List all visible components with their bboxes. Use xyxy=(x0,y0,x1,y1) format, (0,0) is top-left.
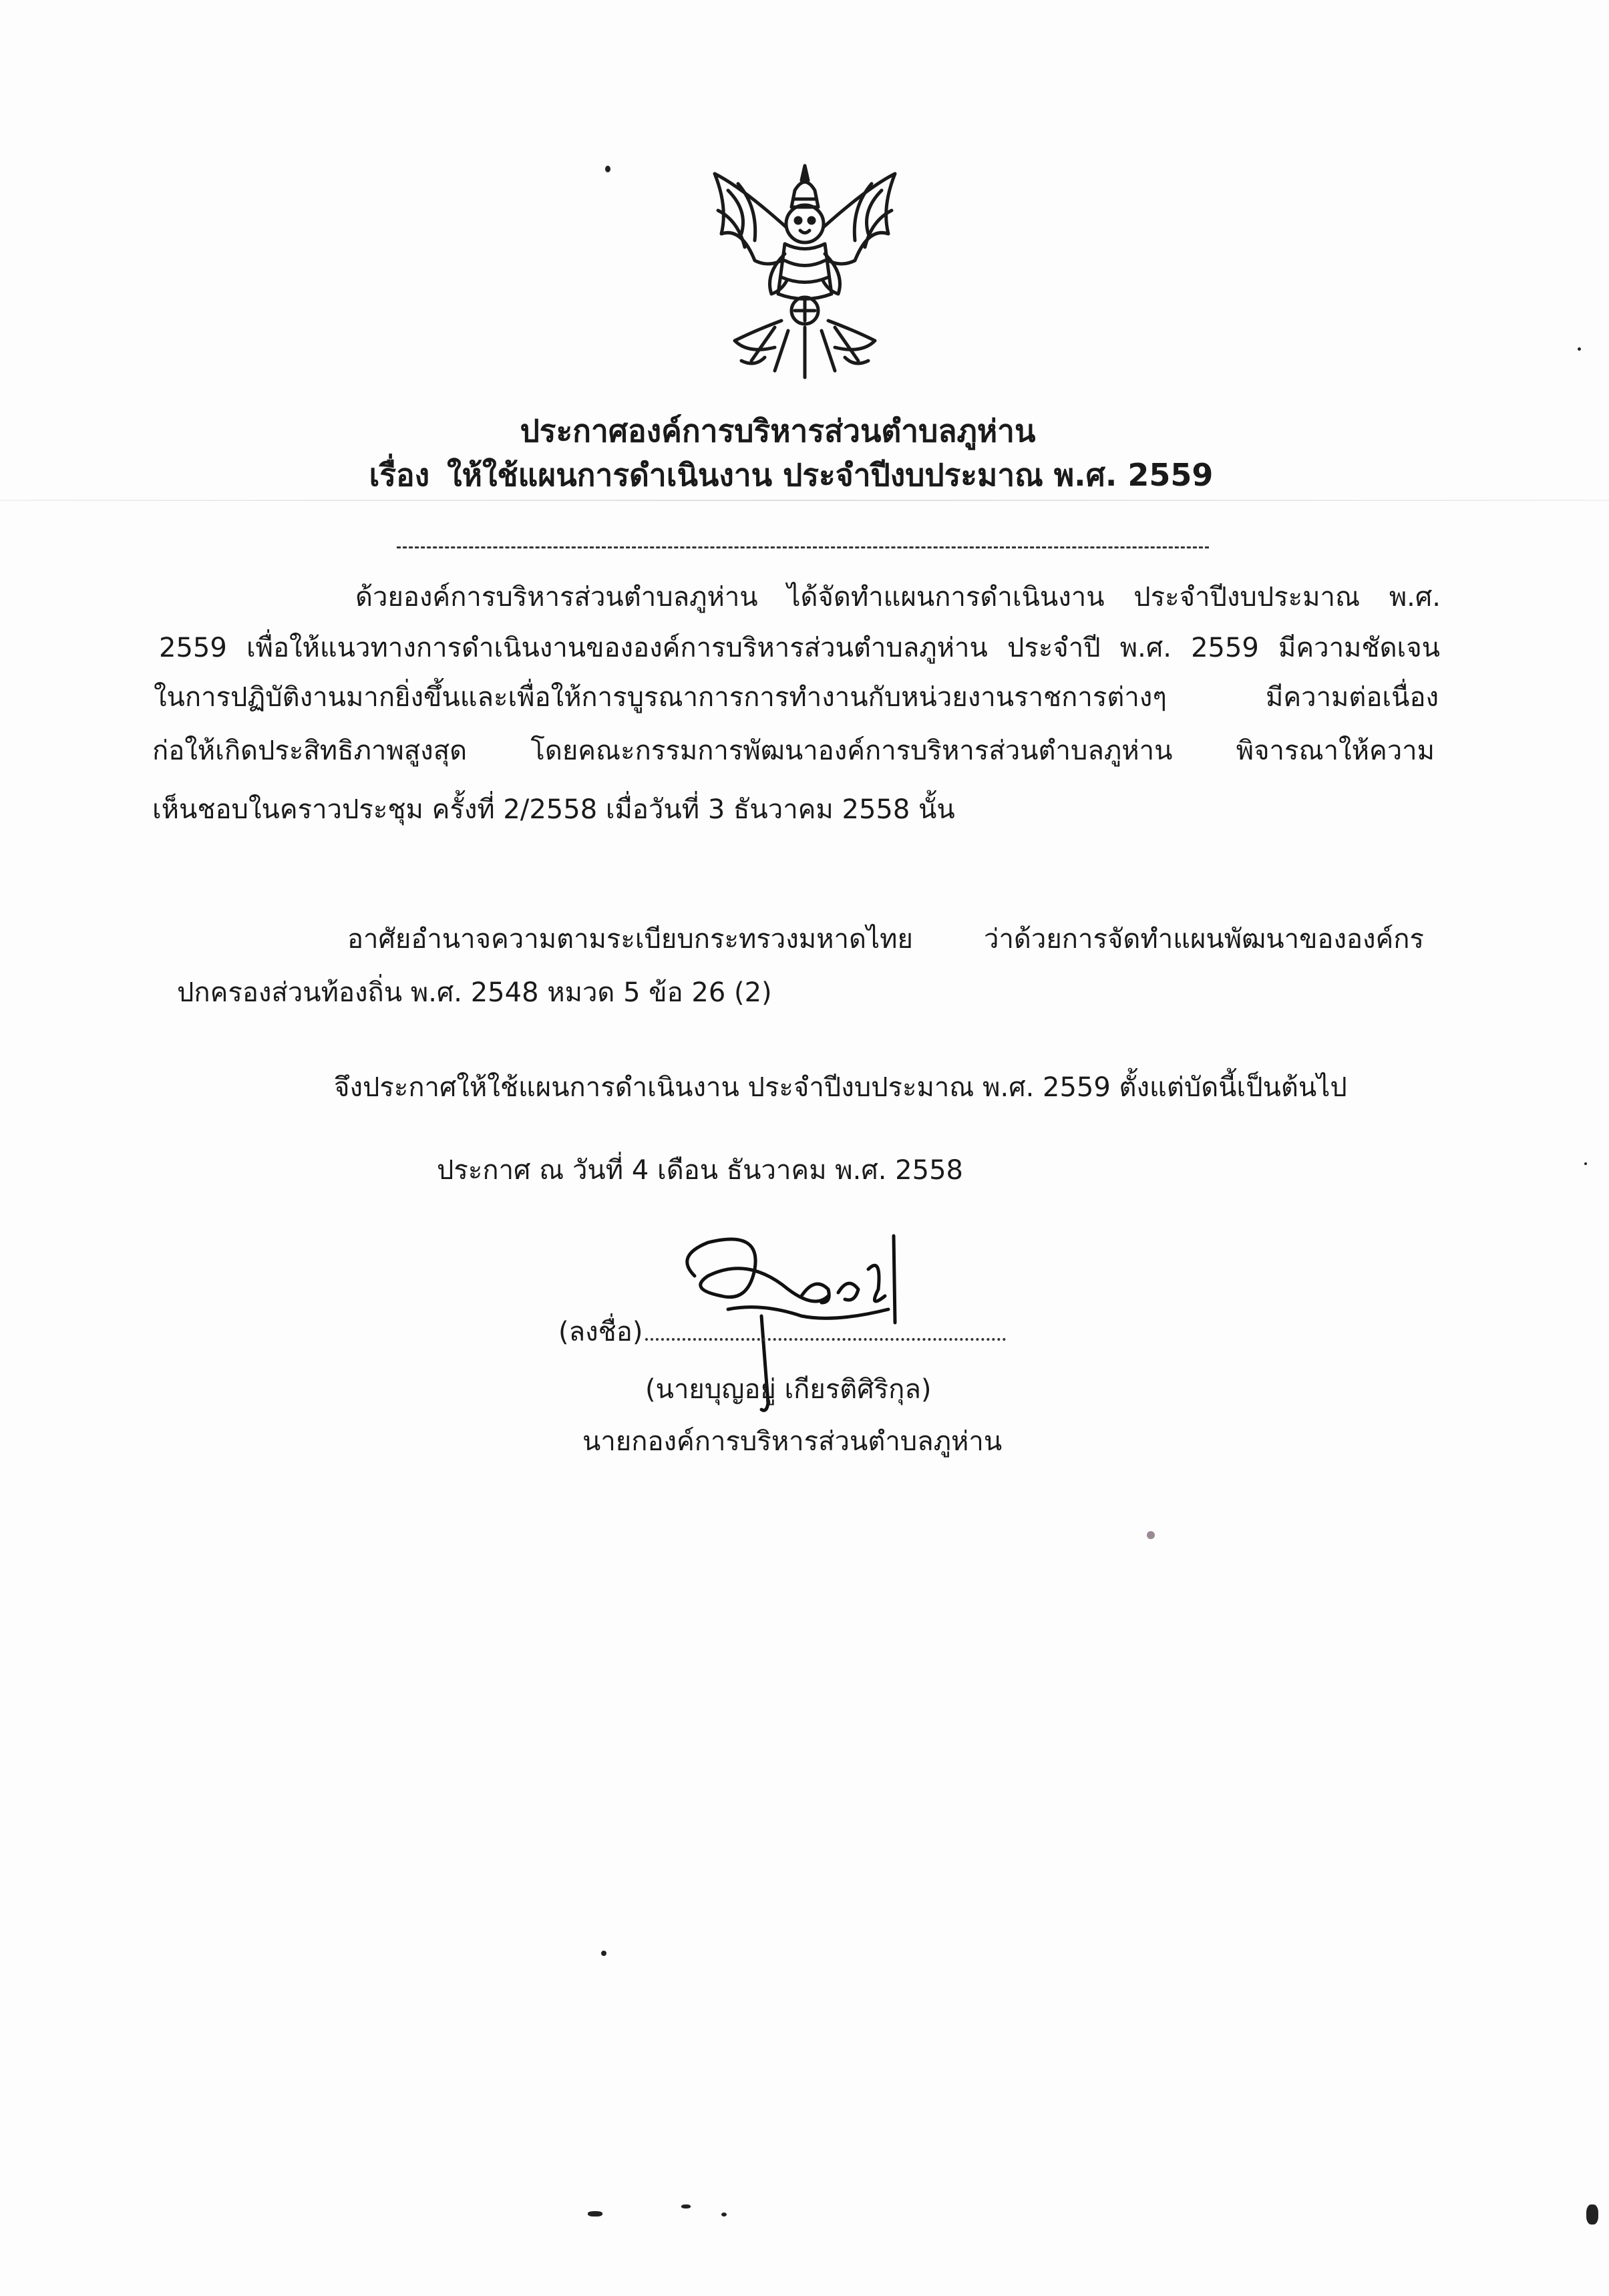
paragraph-line: เห็นชอบในคราวประชุม ครั้งที่ 2/2558 เมื่อวันที่ 3 ธันวาคม 2558 นั้น xyxy=(152,794,955,825)
page-title: ประกาศองค์การบริหารส่วนตำบลภูห่าน xyxy=(520,413,1036,449)
header-divider xyxy=(397,546,1209,548)
subject-line xyxy=(0,457,1596,494)
paragraph-line: ก่อให้เกิดประสิทธิภาพสูงสุด โดยคณะกรรมการพัฒนาองค์การบริหารส่วนตำบลภูห่าน พิจารณาให้ความ xyxy=(152,735,1435,766)
scan-speck xyxy=(681,2204,691,2208)
scan-speck xyxy=(588,2211,602,2217)
date-line: ประกาศ ณ วันที่ 4 เดือน ธันวาคม พ.ศ. 2558 xyxy=(437,1155,963,1186)
garuda-emblem-icon xyxy=(701,160,908,381)
scan-speck xyxy=(1147,1531,1155,1539)
paragraph-line: ด้วยองค์การบริหารส่วนตำบลภูห่าน ได้จัดทำแผนการดำเนินงาน ประจำปีงบประมาณ พ.ศ. xyxy=(355,582,1441,613)
sign-line xyxy=(558,1316,1006,1348)
scan-speck xyxy=(601,1951,606,1956)
scan-speck xyxy=(1584,1162,1587,1165)
paragraph-line: ปกครองส่วนท้องถิ่น พ.ศ. 2548 หมวด 5 ข้อ 26 (2) xyxy=(177,977,772,1008)
signer-name: (นายบุญอยู่ เกียรติศิริกุล) xyxy=(645,1374,932,1405)
scan-speck xyxy=(605,166,610,172)
paragraph-line: 2559 เพื่อให้แนวทางการดำเนินงานขององค์การบริหารส่วนตำบลภูห่าน ประจำปี พ.ศ. 2559 มีความชัดเจน xyxy=(159,633,1440,663)
subject-label: เรื่อง xyxy=(369,457,430,493)
signer-position: นายกองค์การบริหารส่วนตำบลภูห่าน xyxy=(582,1426,1003,1457)
signature-dotted-line xyxy=(645,1322,1006,1341)
scan-speck xyxy=(721,2212,727,2217)
sign-label: (ลงชื่อ) xyxy=(558,1317,643,1347)
announcement-line: จึงประกาศให้ใช้แผนการดำเนินงาน ประจำปีงบประมาณ พ.ศ. 2559 ตั้งแต่บัดนี้เป็นต้นไป xyxy=(334,1072,1347,1103)
paragraph-line: ในการปฏิบัติงานมากยิ่งขึ้นและเพื่อให้การบูรณาการการทำงานกับหน่วยงานราชการต่างๆ มีความต่อเนื่อง xyxy=(154,682,1439,713)
subject-text: ให้ใช้แผนการดำเนินงาน ประจำปีงบประมาณ พ.ศ. 2559 xyxy=(447,457,1214,493)
paragraph-line: อาศัยอำนาจความตามระเบียบกระทรวงมหาดไทย ว่าด้วยการจัดทำแผนพัฒนาขององค์กร xyxy=(347,924,1424,955)
scan-artifact-line xyxy=(0,500,1609,501)
scan-speck xyxy=(1586,2204,1598,2225)
scan-speck xyxy=(1578,347,1581,351)
